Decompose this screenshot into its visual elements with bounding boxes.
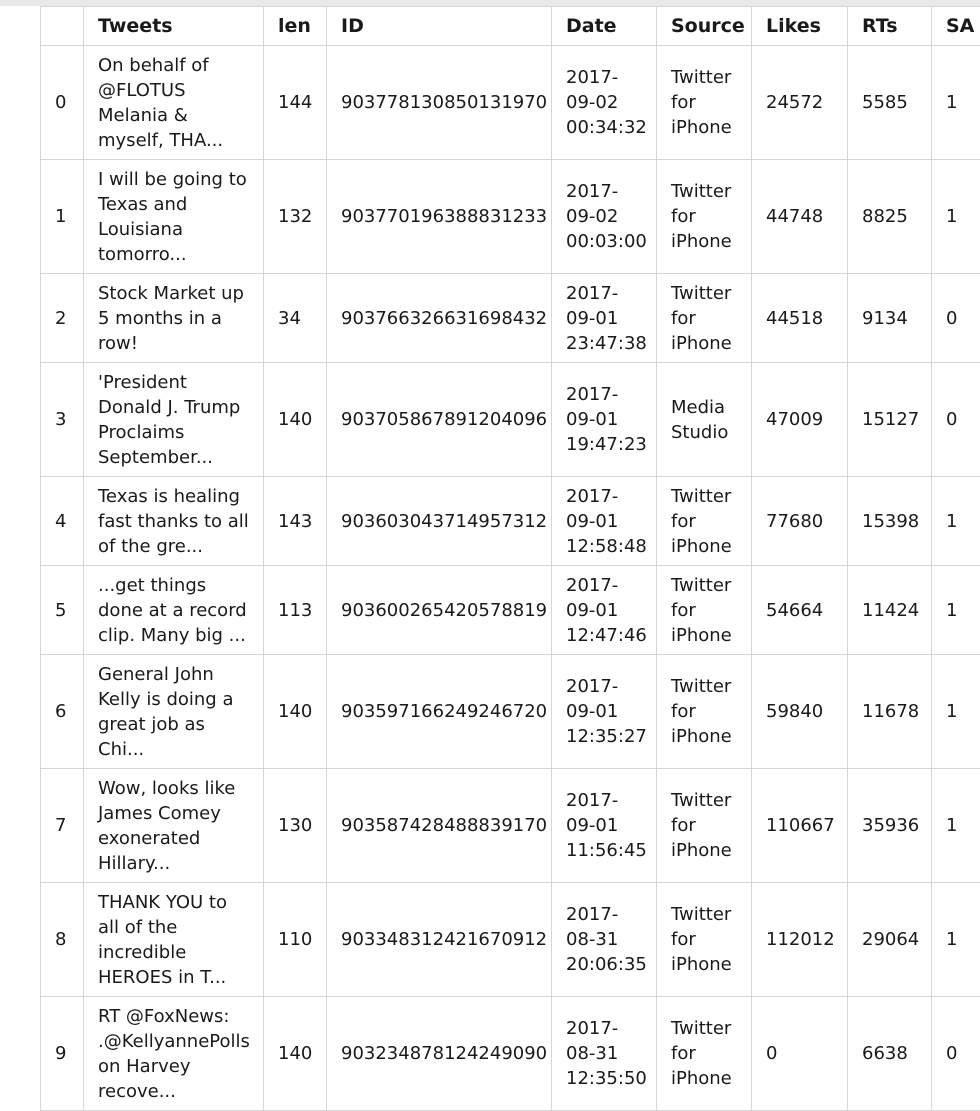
rts-cell-text: 29064 — [862, 927, 931, 952]
table-row — [41, 769, 980, 883]
id-cell-text: 903600265420578819 — [341, 598, 551, 623]
tweet-cell — [84, 363, 264, 477]
table-row — [41, 997, 980, 1111]
date-cell-text: 2017- 08-31 20:06:35 — [566, 902, 656, 977]
date-cell — [552, 160, 657, 274]
row-index-text: 9 — [55, 1041, 83, 1066]
tweet-cell-text: Texas is healing fast thanks to all of the gre... — [98, 484, 263, 559]
len-cell — [264, 46, 327, 160]
rts-cell — [848, 655, 932, 769]
source-cell-text: Twitter for iPhone — [671, 179, 751, 254]
id-cell-text: 903766326631698432 — [341, 306, 551, 331]
rts-cell-text: 11678 — [862, 699, 931, 724]
id-cell — [327, 46, 552, 160]
source-cell — [657, 883, 752, 997]
sa-cell — [932, 883, 980, 997]
tweet-cell — [84, 769, 264, 883]
likes-cell-text: 112012 — [766, 927, 847, 952]
id-cell-text: 903348312421670912 — [341, 927, 551, 952]
sa-cell — [932, 274, 980, 363]
table-row — [41, 655, 980, 769]
row-index — [41, 274, 84, 363]
row-index-text: 3 — [55, 407, 83, 432]
date-cell — [552, 274, 657, 363]
sa-cell-text: 0 — [946, 306, 980, 331]
rts-cell — [848, 883, 932, 997]
rts-cell — [848, 160, 932, 274]
rts-cell-text: 9134 — [862, 306, 931, 331]
likes-cell-text: 77680 — [766, 509, 847, 534]
likes-cell — [752, 997, 848, 1111]
len-cell — [264, 160, 327, 274]
sa-cell-text: 1 — [946, 509, 980, 534]
likes-cell-text: 110667 — [766, 813, 847, 838]
likes-cell-text: 54664 — [766, 598, 847, 623]
header-row — [41, 7, 980, 46]
row-index-text: 4 — [55, 509, 83, 534]
rts-cell-text: 15398 — [862, 509, 931, 534]
header-rts: RTs — [848, 7, 932, 46]
row-index-text: 6 — [55, 699, 83, 724]
id-cell-text: 903587428488839170 — [341, 813, 551, 838]
source-cell — [657, 46, 752, 160]
row-index — [41, 997, 84, 1111]
row-index — [41, 160, 84, 274]
tweet-cell — [84, 655, 264, 769]
sa-cell — [932, 566, 980, 655]
sa-cell-text: 1 — [946, 204, 980, 229]
rts-cell — [848, 477, 932, 566]
table-row — [41, 477, 980, 566]
row-index-text: 0 — [55, 90, 83, 115]
id-cell — [327, 566, 552, 655]
source-cell-text: Twitter for iPhone — [671, 674, 751, 749]
tweet-cell — [84, 160, 264, 274]
source-cell-text: Twitter for iPhone — [671, 788, 751, 863]
sa-cell-text: 1 — [946, 927, 980, 952]
sa-cell-text: 0 — [946, 407, 980, 432]
len-cell — [264, 997, 327, 1111]
len-cell-text: 113 — [278, 598, 326, 623]
tweet-cell — [84, 46, 264, 160]
len-cell-text: 132 — [278, 204, 326, 229]
len-cell — [264, 655, 327, 769]
date-cell-text: 2017- 09-01 11:56:45 — [566, 788, 656, 863]
rts-cell — [848, 274, 932, 363]
id-cell — [327, 477, 552, 566]
len-cell-text: 144 — [278, 90, 326, 115]
table-row — [41, 566, 980, 655]
likes-cell-text: 47009 — [766, 407, 847, 432]
id-cell-text: 903705867891204096 — [341, 407, 551, 432]
sa-cell-text: 0 — [946, 1041, 980, 1066]
rts-cell — [848, 997, 932, 1111]
sa-cell — [932, 769, 980, 883]
source-cell — [657, 477, 752, 566]
len-cell — [264, 883, 327, 997]
likes-cell — [752, 883, 848, 997]
id-cell-text: 903234878124249090 — [341, 1041, 551, 1066]
id-cell — [327, 363, 552, 477]
row-index — [41, 477, 84, 566]
likes-cell-text: 44518 — [766, 306, 847, 331]
source-cell-text: Twitter for iPhone — [671, 65, 751, 140]
sa-cell — [932, 46, 980, 160]
likes-cell — [752, 477, 848, 566]
date-cell — [552, 46, 657, 160]
date-cell — [552, 477, 657, 566]
source-cell-text: Media Studio — [671, 395, 751, 445]
row-index — [41, 46, 84, 160]
tweet-cell-text: On behalf of @FLOTUS Melania & myself, THA... — [98, 53, 263, 153]
source-cell-text: Twitter for iPhone — [671, 281, 751, 356]
tweet-cell-text: 'President Donald J. Trump Proclaims September... — [98, 370, 263, 470]
tweet-cell — [84, 566, 264, 655]
id-cell — [327, 769, 552, 883]
likes-cell — [752, 769, 848, 883]
date-cell-text: 2017- 08-31 12:35:50 — [566, 1016, 656, 1091]
tweet-cell — [84, 477, 264, 566]
date-cell — [552, 363, 657, 477]
table-row — [41, 363, 980, 477]
source-cell — [657, 997, 752, 1111]
len-cell — [264, 566, 327, 655]
id-cell — [327, 997, 552, 1111]
source-cell-text: Twitter for iPhone — [671, 484, 751, 559]
date-cell-text: 2017- 09-01 12:58:48 — [566, 484, 656, 559]
row-index — [41, 566, 84, 655]
header-source: Source — [657, 7, 752, 46]
tweet-cell-text: Stock Market up 5 months in a row! — [98, 281, 263, 356]
likes-cell-text: 24572 — [766, 90, 847, 115]
id-cell — [327, 160, 552, 274]
header-tweets: Tweets — [84, 7, 264, 46]
len-cell-text: 140 — [278, 1041, 326, 1066]
likes-cell-text: 44748 — [766, 204, 847, 229]
tweet-cell-text: Wow, looks like James Comey exonerated Hillary... — [98, 776, 263, 876]
rts-cell — [848, 46, 932, 160]
table-row — [41, 883, 980, 997]
len-cell-text: 130 — [278, 813, 326, 838]
id-cell-text: 903770196388831233 — [341, 204, 551, 229]
likes-cell — [752, 566, 848, 655]
source-cell — [657, 566, 752, 655]
len-cell-text: 140 — [278, 699, 326, 724]
len-cell — [264, 274, 327, 363]
len-cell-text: 143 — [278, 509, 326, 534]
row-index-text: 8 — [55, 927, 83, 952]
source-cell — [657, 274, 752, 363]
likes-cell — [752, 274, 848, 363]
rts-cell — [848, 363, 932, 477]
tweet-cell-text: ...get things done at a record clip. Many big ... — [98, 573, 263, 648]
rts-cell-text: 8825 — [862, 204, 931, 229]
date-cell-text: 2017- 09-02 00:34:32 — [566, 65, 656, 140]
tweets-dataframe — [40, 6, 980, 1111]
len-cell — [264, 363, 327, 477]
row-index — [41, 769, 84, 883]
header-len: len — [264, 7, 327, 46]
sa-cell-text: 1 — [946, 598, 980, 623]
row-index-text: 7 — [55, 813, 83, 838]
likes-cell-text: 0 — [766, 1041, 847, 1066]
header-index — [41, 7, 84, 46]
sa-cell — [932, 160, 980, 274]
rts-cell — [848, 566, 932, 655]
row-index-text: 1 — [55, 204, 83, 229]
date-cell-text: 2017- 09-01 19:47:23 — [566, 382, 656, 457]
id-cell-text: 903597166249246720 — [341, 699, 551, 724]
header-likes: Likes — [752, 7, 848, 46]
source-cell-text: Twitter for iPhone — [671, 1016, 751, 1091]
likes-cell — [752, 46, 848, 160]
date-cell-text: 2017- 09-01 12:47:46 — [566, 573, 656, 648]
likes-cell — [752, 655, 848, 769]
date-cell — [552, 769, 657, 883]
rts-cell-text: 15127 — [862, 407, 931, 432]
date-cell-text: 2017- 09-01 23:47:38 — [566, 281, 656, 356]
len-cell-text: 34 — [278, 306, 326, 331]
tweet-cell — [84, 883, 264, 997]
header-date: Date — [552, 7, 657, 46]
row-index — [41, 363, 84, 477]
tweet-cell-text: RT @FoxNews: .@KellyannePolls on Harvey recove... — [98, 1004, 263, 1104]
source-cell — [657, 160, 752, 274]
row-index — [41, 655, 84, 769]
tweet-cell-text: THANK YOU to all of the incredible HEROES in T... — [98, 890, 263, 990]
rts-cell-text: 5585 — [862, 90, 931, 115]
source-cell — [657, 769, 752, 883]
source-cell-text: Twitter for iPhone — [671, 902, 751, 977]
len-cell — [264, 477, 327, 566]
likes-cell — [752, 160, 848, 274]
sa-cell — [932, 363, 980, 477]
id-cell — [327, 274, 552, 363]
row-index-text: 2 — [55, 306, 83, 331]
len-cell-text: 140 — [278, 407, 326, 432]
tweet-cell — [84, 274, 264, 363]
date-cell — [552, 655, 657, 769]
likes-cell-text: 59840 — [766, 699, 847, 724]
source-cell — [657, 655, 752, 769]
date-cell — [552, 883, 657, 997]
row-index-text: 5 — [55, 598, 83, 623]
source-cell — [657, 363, 752, 477]
date-cell-text: 2017- 09-01 12:35:27 — [566, 674, 656, 749]
date-cell — [552, 997, 657, 1111]
sa-cell — [932, 655, 980, 769]
date-cell-text: 2017- 09-02 00:03:00 — [566, 179, 656, 254]
tweet-cell-text: I will be going to Texas and Louisiana tomorro... — [98, 167, 263, 267]
header-id: ID — [327, 7, 552, 46]
sa-cell-text: 1 — [946, 90, 980, 115]
id-cell — [327, 883, 552, 997]
len-cell — [264, 769, 327, 883]
rts-cell-text: 11424 — [862, 598, 931, 623]
rts-cell-text: 35936 — [862, 813, 931, 838]
tweet-cell-text: General John Kelly is doing a great job as Chi... — [98, 662, 263, 762]
id-cell — [327, 655, 552, 769]
row-index — [41, 883, 84, 997]
rts-cell-text: 6638 — [862, 1041, 931, 1066]
table-header — [41, 7, 980, 46]
id-cell-text: 903603043714957312 — [341, 509, 551, 534]
table-row — [41, 160, 980, 274]
likes-cell — [752, 363, 848, 477]
tweet-cell — [84, 997, 264, 1111]
table-body — [41, 46, 980, 1111]
table-row — [41, 46, 980, 160]
rts-cell — [848, 769, 932, 883]
header-sa: SA — [932, 7, 980, 46]
len-cell-text: 110 — [278, 927, 326, 952]
id-cell-text: 903778130850131970 — [341, 90, 551, 115]
sa-cell — [932, 477, 980, 566]
source-cell-text: Twitter for iPhone — [671, 573, 751, 648]
sa-cell — [932, 997, 980, 1111]
date-cell — [552, 566, 657, 655]
table-row — [41, 274, 980, 363]
sa-cell-text: 1 — [946, 813, 980, 838]
sa-cell-text: 1 — [946, 699, 980, 724]
